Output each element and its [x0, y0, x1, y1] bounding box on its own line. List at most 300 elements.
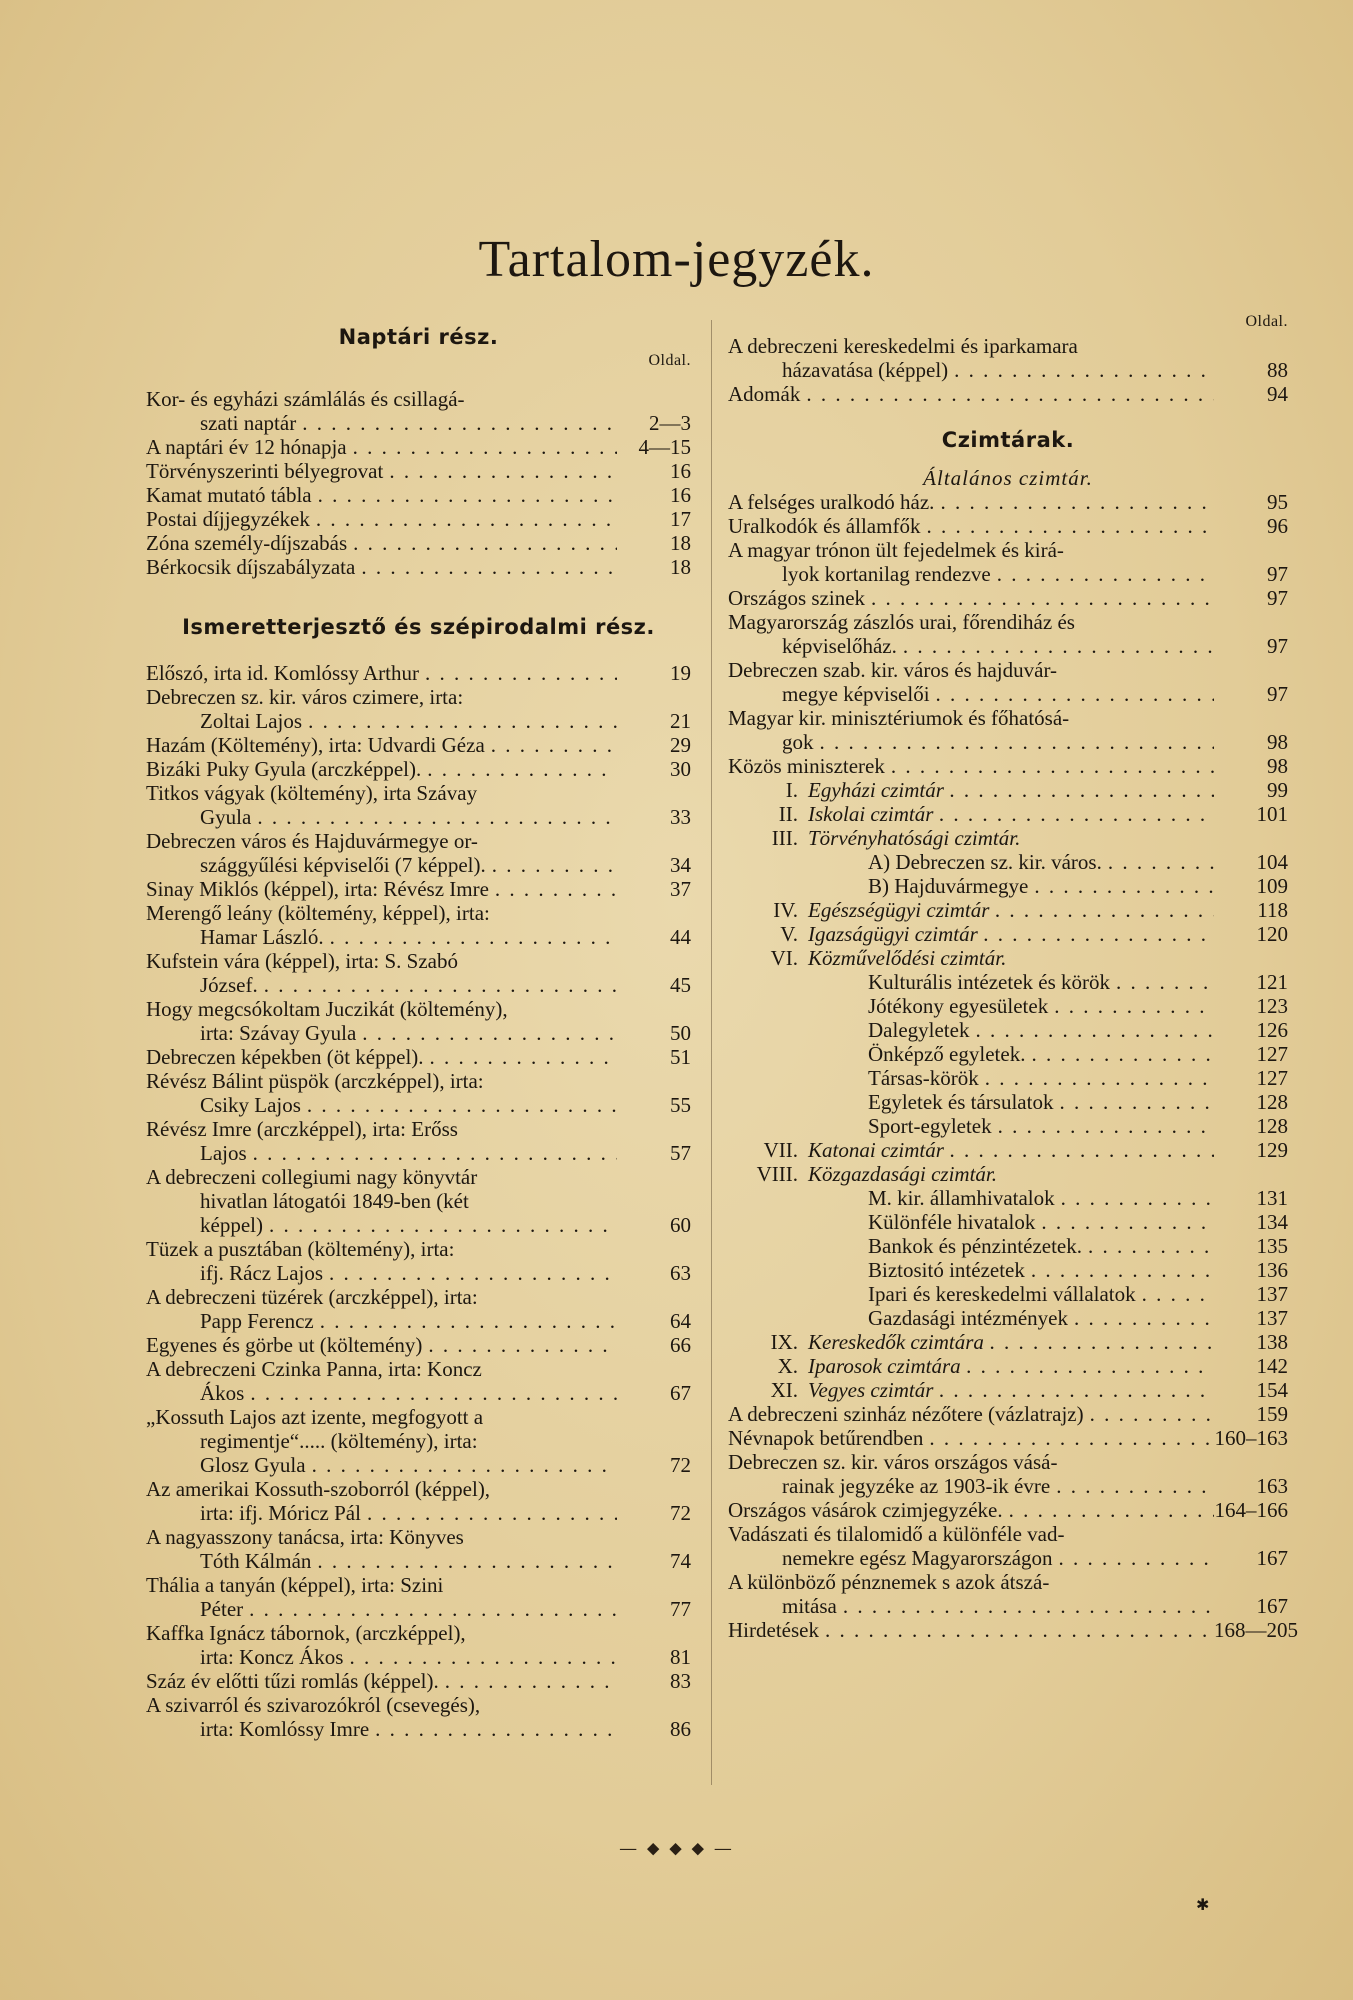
toc-sub-row — [728, 1258, 1288, 1282]
toc-entry-line: A nagyasszony tanácsa, irta: Könyves — [146, 1525, 464, 1549]
toc-entry-row — [146, 1333, 691, 1357]
toc-entry-text: Névnapok betűrendben . . . — [728, 1426, 1214, 1450]
toc-sub-row — [728, 970, 1288, 994]
toc-page-number: 127 — [1256, 1066, 1288, 1090]
toc-page-number: 127 — [1256, 1042, 1288, 1066]
toc-page-number: 18 — [670, 555, 691, 579]
section-label: Igazságügyi czimtár — [808, 922, 978, 946]
toc-entry — [146, 507, 691, 531]
section-label: Közművelődési czimtár. — [808, 946, 1007, 970]
roman-numeral: II. — [778, 802, 798, 826]
section-label: Közgazdasági czimtár. — [808, 1162, 998, 1186]
toc-page-number: 142 — [1256, 1354, 1288, 1378]
toc-page-number: 118 — [1257, 898, 1288, 922]
section-label: Egészségügyi czimtár — [808, 898, 990, 922]
toc-entry-line: Magyarország zászlós urai, főrendiház és — [728, 610, 1075, 634]
toc-entry-text: Postai díjjegyzékek . . . — [146, 507, 617, 531]
roman-numeral: IX. — [770, 1330, 798, 1354]
toc-page-number: 98 — [1267, 754, 1288, 778]
toc-entry — [146, 1525, 691, 1573]
toc-entry-row — [146, 531, 691, 555]
toc-entry-row — [728, 682, 1288, 706]
toc-entry-line: Debreczen szab. kir. város és hajduvár- — [728, 658, 1058, 682]
toc-entry-row — [728, 1498, 1288, 1522]
toc-entry-line: regimentje“..... (költemény), irta: — [200, 1429, 478, 1453]
toc-entry — [728, 1450, 1288, 1498]
numbered-entries-2 — [728, 898, 1288, 970]
toc-page-number: 21 — [670, 709, 691, 733]
roman-numeral: VII. — [763, 1138, 798, 1162]
toc-entry — [728, 754, 1288, 778]
toc-page-number: 4—15 — [638, 435, 691, 459]
toc-entry-line: A debreczeni Czinka Panna, irta: Koncz — [146, 1357, 482, 1381]
toc-sub-row — [728, 1234, 1288, 1258]
toc-numbered-row — [728, 1162, 1288, 1186]
toc-entry-text — [728, 1378, 1214, 1402]
toc-entry — [728, 490, 1288, 514]
toc-entry-text: A debreczeni szinház nézőtere (vázlatrajz) . . . — [728, 1402, 1214, 1426]
toc-entry-text: irta: Komlóssy Imre . . . — [146, 1717, 617, 1741]
toc-entry — [146, 483, 691, 507]
toc-page-number: 81 — [670, 1645, 691, 1669]
toc-entry — [146, 1045, 691, 1069]
toc-entry-text — [728, 802, 1214, 826]
toc-entry — [146, 435, 691, 459]
toc-page-number: 2—3 — [649, 411, 691, 435]
toc-sub-row — [728, 850, 1288, 874]
toc-entry-row — [728, 1474, 1288, 1498]
toc-numbered-row — [728, 1378, 1288, 1402]
toc-entry-text: Jótékony egyesületek . . . — [728, 994, 1214, 1018]
toc-entry-line: Merengő leány (költemény, képpel), irta: — [146, 901, 490, 925]
toc-entry-line: Hogy megcsókoltam Juczikát (költemény), — [146, 997, 508, 1021]
toc-page-number: 128 — [1256, 1090, 1288, 1114]
toc-page-number: 45 — [670, 973, 691, 997]
toc-entry-line: Debreczen sz. kir. város országos vásá- — [728, 1450, 1058, 1474]
toc-entry-text: Ákos . . . — [146, 1381, 617, 1405]
toc-entry-row — [728, 586, 1288, 610]
toc-entry-row — [146, 1141, 691, 1165]
section-title-naptari: Naptári rész. — [338, 325, 499, 349]
toc-entry — [146, 531, 691, 555]
toc-page-number: 18 — [670, 531, 691, 555]
toc-entry — [146, 781, 691, 829]
toc-sub-row — [728, 1210, 1288, 1234]
toc-page-number: 120 — [1256, 922, 1288, 946]
toc-entry — [146, 1333, 691, 1357]
toc-page-number: 29 — [670, 733, 691, 757]
toc-entry-text: Debreczen képekben (öt képpel). . . . — [146, 1045, 617, 1069]
top-entries — [728, 334, 1288, 406]
toc-page-number: 101 — [1256, 802, 1288, 826]
toc-entry-text: Közös miniszterek . . . — [728, 754, 1214, 778]
toc-sub-row — [728, 1090, 1288, 1114]
toc-entry-text: Egyenes és görbe ut (költemény) . . . — [146, 1333, 617, 1357]
toc-entry-row — [146, 1645, 691, 1669]
numbered-entries-3 — [728, 1138, 1288, 1186]
footnote-mark: ✱ — [1196, 1895, 1210, 1914]
toc-entry-line: Révész Bálint püspök (arczképpel), irta: — [146, 1069, 484, 1093]
szepirodalmi-entries — [146, 661, 691, 1741]
toc-page-number: 66 — [670, 1333, 691, 1357]
toc-entry-row — [146, 507, 691, 531]
toc-page-number: 104 — [1256, 850, 1288, 874]
toc-entry-text: Bérkocsik díjszabályzata . . . — [146, 555, 617, 579]
toc-entry-line: Vadászati és tilalomidő a különféle vad- — [728, 1522, 1065, 1546]
toc-page-number: 16 — [670, 483, 691, 507]
toc-page-number: 64 — [670, 1309, 691, 1333]
toc-entry-text: Dalegyletek . . . — [728, 1018, 1214, 1042]
roman-numeral: V. — [780, 922, 798, 946]
toc-page-number: 154 — [1256, 1378, 1288, 1402]
toc-entry — [728, 538, 1288, 586]
toc-entry-text — [728, 1162, 1214, 1186]
toc-entry — [146, 1165, 691, 1237]
toc-page-number: 137 — [1256, 1282, 1288, 1306]
toc-page-number: 63 — [670, 1261, 691, 1285]
toc-page-number: 129 — [1256, 1138, 1288, 1162]
toc-entry-text: Törvényszerinti bélyegrovat . . . — [146, 459, 617, 483]
toc-entry — [146, 1117, 691, 1165]
section-label: Vegyes czimtár — [808, 1378, 934, 1402]
toc-page-number: 160–163 — [1214, 1426, 1288, 1450]
page-title: Tartalom-jegyzék. — [478, 231, 875, 288]
toc-entry — [146, 901, 691, 949]
toc-entry-text: Országos szinek . . . — [728, 586, 1214, 610]
toc-entry — [146, 1573, 691, 1621]
toc-page-number: 60 — [670, 1213, 691, 1237]
toc-entry-row — [146, 925, 691, 949]
toc-entry-row — [146, 555, 691, 579]
toc-entry-text: gok . . . — [728, 730, 1214, 754]
toc-entry — [146, 1693, 691, 1741]
toc-entry-row — [146, 1453, 691, 1477]
toc-page-number: 83 — [670, 1669, 691, 1693]
toc-page-number: 95 — [1267, 490, 1288, 514]
toc-entry-text: lyok kortanilag rendezve . . . — [728, 562, 1214, 586]
toc-entry — [728, 610, 1288, 658]
toc-entry-row — [146, 709, 691, 733]
toc-entry-text: Különféle hivatalok . . . — [728, 1210, 1214, 1234]
toc-entry — [728, 514, 1288, 538]
toc-page-number: 123 — [1256, 994, 1288, 1018]
toc-entry-text: Önképző egyletek. . . . — [728, 1042, 1214, 1066]
roman-numeral: XI. — [770, 1378, 798, 1402]
toc-entry-text: Biztositó intézetek . . . — [728, 1258, 1214, 1282]
toc-entry-line: Az amerikai Kossuth-szoborról (képpel), — [146, 1477, 491, 1501]
toc-entry-row — [146, 1045, 691, 1069]
toc-page-number: 163 — [1256, 1474, 1288, 1498]
toc-entry-row — [146, 483, 691, 507]
toc-entry-text: Kulturális intézetek és körök . . . — [728, 970, 1214, 994]
toc-entry-row — [146, 1597, 691, 1621]
toc-page-number: 17 — [670, 507, 691, 531]
toc-page-number: 137 — [1256, 1306, 1288, 1330]
toc-sub-row — [728, 1018, 1288, 1042]
toc-entry-row — [146, 411, 691, 435]
toc-numbered-row — [728, 898, 1288, 922]
roman-numeral: I. — [785, 778, 798, 802]
toc-entry-text — [728, 1330, 1214, 1354]
toc-entry-row — [146, 1717, 691, 1741]
toc-page-number: 121 — [1256, 970, 1288, 994]
toc-numbered-row — [728, 826, 1288, 850]
toc-entry-row — [146, 805, 691, 829]
toc-entry-text — [728, 946, 1214, 970]
toc-entry — [146, 685, 691, 733]
toc-page-number: 55 — [670, 1093, 691, 1117]
toc-page-number: 135 — [1256, 1234, 1288, 1258]
section-title-czimtarak: Czimtárak. — [941, 428, 1075, 452]
toc-entry-row — [146, 1549, 691, 1573]
toc-page-number: 37 — [670, 877, 691, 901]
toc-entry — [728, 382, 1288, 406]
roman-numeral: VI. — [770, 946, 798, 970]
toc-entry-line: A különböző pénznemek s azok átszá- — [728, 1570, 1050, 1594]
toc-page-number: 164–166 — [1214, 1498, 1288, 1522]
toc-entry-text: irta: Szávay Gyula . . . — [146, 1021, 617, 1045]
toc-entry — [146, 387, 691, 435]
toc-entry — [728, 658, 1288, 706]
section-label: Törvényhatósági czimtár. — [808, 826, 1021, 850]
toc-entry-text: Ipari és kereskedelmi vállalatok . . . — [728, 1282, 1214, 1306]
right-column — [728, 310, 1298, 1642]
toc-entry — [146, 555, 691, 579]
toc-entry-row — [728, 514, 1288, 538]
toc-entry-row — [146, 853, 691, 877]
toc-numbered-row — [728, 1354, 1288, 1378]
toc-entry-text: Zóna személy-díjszabás . . . — [146, 531, 617, 555]
toc-entry-text: Adomák . . . — [728, 382, 1214, 406]
toc-page-number: 50 — [670, 1021, 691, 1045]
toc-entry — [146, 1357, 691, 1405]
toc-entry — [728, 1570, 1288, 1618]
toc-entry-row — [728, 490, 1288, 514]
toc-sub-row — [728, 1282, 1288, 1306]
toc-sub-row — [728, 1186, 1288, 1210]
toc-entry — [146, 997, 691, 1045]
toc-entry-text: Száz év előtti tűzi romlás (képpel). . . . — [146, 1669, 617, 1693]
section-label: Iparosok czimtára — [808, 1354, 961, 1378]
bottom-entries — [728, 1402, 1298, 1642]
toc-entry-text: Országos vásárok czimjegyzéke. . . . — [728, 1498, 1214, 1522]
toc-entry-line: Kor- és egyházi számlálás és csillagá- — [146, 387, 465, 411]
subsection-altalanos: Általános czimtár. — [923, 466, 1093, 490]
section-label: Iskolai czimtár — [808, 802, 934, 826]
toc-entry-row — [146, 757, 691, 781]
page-column-header-left: Oldal. — [648, 352, 691, 369]
toc-entry-text — [728, 1138, 1214, 1162]
roman-numeral: IV. — [773, 898, 798, 922]
toc-page-number: 98 — [1267, 730, 1288, 754]
roman-numeral: VIII. — [756, 1162, 798, 1186]
toc-entry — [728, 1426, 1288, 1450]
toc-entry — [146, 1069, 691, 1117]
toc-entry-line: Révész Imre (arczképpel), irta: Erőss — [146, 1117, 458, 1141]
toc-entry-text: Kamat mutató tábla . . . — [146, 483, 617, 507]
toc-entry-row — [146, 1669, 691, 1693]
toc-entry-row — [146, 1213, 691, 1237]
toc-page-number: 74 — [670, 1549, 691, 1573]
toc-entry-text — [728, 922, 1214, 946]
toc-entry-row — [146, 459, 691, 483]
toc-entry-text: Csiky Lajos . . . — [146, 1093, 617, 1117]
toc-entry-line: Thália a tanyán (képpel), irta: Szini — [146, 1573, 444, 1597]
toc-page-number: 96 — [1267, 514, 1288, 538]
toc-entry-line: Debreczen város és Hajduvármegye or- — [146, 829, 478, 853]
roman-numeral: III. — [771, 826, 798, 850]
numbered-entries-4 — [728, 1330, 1288, 1402]
toc-entry — [146, 1285, 691, 1333]
toc-page-number: 97 — [1267, 682, 1288, 706]
toc-page-number: 94 — [1267, 382, 1288, 406]
toc-entry-line: hivatlan látogatói 1849-ben (két — [200, 1189, 469, 1213]
toc-page-number: 57 — [670, 1141, 691, 1165]
toc-numbered-row — [728, 922, 1288, 946]
kozmuvelodesi-entries — [728, 970, 1288, 1138]
toc-entry-row — [146, 1093, 691, 1117]
toc-entry-text: A naptári év 12 hónapja . . . — [146, 435, 617, 459]
toc-page-number: 134 — [1256, 1210, 1288, 1234]
toc-entry-text: ifj. Rácz Lajos . . . — [146, 1261, 617, 1285]
section-label: Egyházi czimtár — [808, 778, 944, 802]
toc-entry — [146, 1669, 691, 1693]
toc-sub-row — [728, 874, 1288, 898]
toc-entry — [146, 1477, 691, 1525]
toc-entry-line: Magyar kir. minisztériumok és főhatósá- — [728, 706, 1070, 730]
page-column-header-right: Oldal. — [1245, 313, 1288, 330]
toc-entry-line: Debreczen sz. kir. város czimere, irta: — [146, 685, 464, 709]
toc-entry-text: Tóth Kálmán . . . — [146, 1549, 617, 1573]
torvenyhatosagi-entries — [728, 850, 1288, 898]
toc-page-number: 77 — [670, 1597, 691, 1621]
toc-entry-text: Péter . . . — [146, 1597, 617, 1621]
section-title-ismeretterjeszto: Ismeretterjesztő és szépirodalmi rész. — [182, 615, 655, 639]
toc-entry-text: nemekre egész Magyarországon . . . — [728, 1546, 1214, 1570]
toc-page-number: 33 — [670, 805, 691, 829]
roman-numeral: X. — [777, 1354, 798, 1378]
toc-entry-row — [728, 1402, 1288, 1426]
toc-entry-line: A magyar trónon ült fejedelmek és kirá- — [728, 538, 1064, 562]
toc-entry-text: rainak jegyzéke az 1903-ik évre . . . — [728, 1474, 1214, 1498]
toc-sub-row — [728, 1066, 1288, 1090]
toc-entry-text: megye képviselői . . . — [728, 682, 1214, 706]
toc-entry-text: képviselőház. . . . — [728, 634, 1214, 658]
section-label: Katonai czimtár — [808, 1138, 944, 1162]
toc-entry-text: Hirdetések . . . — [728, 1618, 1214, 1642]
toc-entry-line: A szivarról és szivarozókról (csevegés), — [146, 1693, 481, 1717]
toc-sub-row — [728, 1042, 1288, 1066]
toc-page-number: 34 — [670, 853, 691, 877]
toc-entry — [728, 586, 1288, 610]
toc-entry-line: A debreczeni tüzérek (arczképpel), irta: — [146, 1285, 478, 1309]
toc-sub-row — [728, 994, 1288, 1018]
kozgazdasagi-entries — [728, 1186, 1288, 1330]
toc-page-number: 99 — [1267, 778, 1288, 802]
toc-entry — [146, 459, 691, 483]
toc-entry-text: József. . . . — [146, 973, 617, 997]
toc-entry-text: Bizáki Puky Gyula (arczképpel). . . . — [146, 757, 617, 781]
toc-numbered-row — [728, 946, 1288, 970]
toc-page-number: 97 — [1267, 562, 1288, 586]
toc-page-number: 19 — [670, 661, 691, 685]
toc-entry-row — [146, 435, 691, 459]
toc-numbered-row — [728, 778, 1288, 802]
toc-entry-text: képpel) . . . — [146, 1213, 617, 1237]
toc-entry — [146, 829, 691, 877]
toc-page-number: 44 — [670, 925, 691, 949]
toc-page-number: 159 — [1256, 1402, 1288, 1426]
toc-entry-text: Egyletek és társulatok . . . — [728, 1090, 1214, 1114]
toc-numbered-row — [728, 1330, 1288, 1354]
toc-entry-row — [146, 1261, 691, 1285]
toc-page-number: 128 — [1256, 1114, 1288, 1138]
toc-page-number: 67 — [670, 1381, 691, 1405]
toc-entry-text: Sport-egyletek . . . — [728, 1114, 1214, 1138]
toc-entry — [146, 1621, 691, 1669]
toc-entry-row — [146, 877, 691, 901]
toc-entry-row — [728, 1618, 1298, 1642]
toc-sub-row — [728, 1306, 1288, 1330]
toc-entry-row — [728, 730, 1288, 754]
toc-entry-row — [728, 358, 1288, 382]
toc-entry-row — [146, 661, 691, 685]
toc-page-number: 86 — [670, 1717, 691, 1741]
toc-entry-line: „Kossuth Lajos azt izente, megfogyott a — [146, 1405, 484, 1429]
toc-entry-text: Társas-körök . . . — [728, 1066, 1214, 1090]
toc-page-number: 109 — [1256, 874, 1288, 898]
toc-entry-text: Glosz Gyula . . . — [146, 1453, 617, 1477]
toc-page-number: 88 — [1267, 358, 1288, 382]
toc-entry — [146, 1405, 691, 1477]
toc-entry-line: Kaffka Ignácz tábornok, (arczképpel), — [146, 1621, 466, 1645]
toc-entry-row — [728, 562, 1288, 586]
section-label: Kereskedők czimtára — [808, 1330, 984, 1354]
toc-sub-row — [728, 1114, 1288, 1138]
toc-entry — [728, 1618, 1298, 1642]
toc-entry-line: Titkos vágyak (költemény), irta Szávay — [146, 781, 478, 805]
toc-entry-text: Előszó, irta id. Komlóssy Arthur . . . — [146, 661, 617, 685]
toc-entry-row — [728, 754, 1288, 778]
toc-entry-text: Hamar László. . . . — [146, 925, 617, 949]
toc-entry-row — [146, 1501, 691, 1525]
toc-entry-text: Papp Ferencz . . . — [146, 1309, 617, 1333]
toc-entry-text: szati naptár . . . — [146, 411, 617, 435]
toc-page-number: 16 — [670, 459, 691, 483]
toc-entry — [146, 733, 691, 757]
toc-entry-text: Bankok és pénzintézetek. . . . — [728, 1234, 1214, 1258]
toc-numbered-row — [728, 1138, 1288, 1162]
toc-page-number: 97 — [1267, 586, 1288, 610]
numbered-entries-1 — [728, 778, 1288, 850]
toc-page-number: 97 — [1267, 634, 1288, 658]
toc-entry-text: irta: ifj. Móricz Pál . . . — [146, 1501, 617, 1525]
toc-entry-text: szággyűlési képviselői (7 képpel). . . . — [146, 853, 617, 877]
toc-entry-text: A) Debreczen sz. kir. város. . . . — [728, 850, 1214, 874]
toc-page-number: 72 — [670, 1453, 691, 1477]
toc-entry-text: A felséges uralkodó ház. . . . — [728, 490, 1214, 514]
toc-entry-row — [146, 973, 691, 997]
toc-entry-text: mitása . . . — [728, 1594, 1214, 1618]
toc-entry-row — [146, 1021, 691, 1045]
toc-page-number: 136 — [1256, 1258, 1288, 1282]
toc-entry-text: Uralkodók és államfők . . . — [728, 514, 1214, 538]
toc-entry — [146, 661, 691, 685]
toc-entry-row — [728, 1546, 1288, 1570]
toc-page-number: 51 — [670, 1045, 691, 1069]
general-entries — [728, 490, 1288, 778]
toc-entry — [728, 706, 1288, 754]
